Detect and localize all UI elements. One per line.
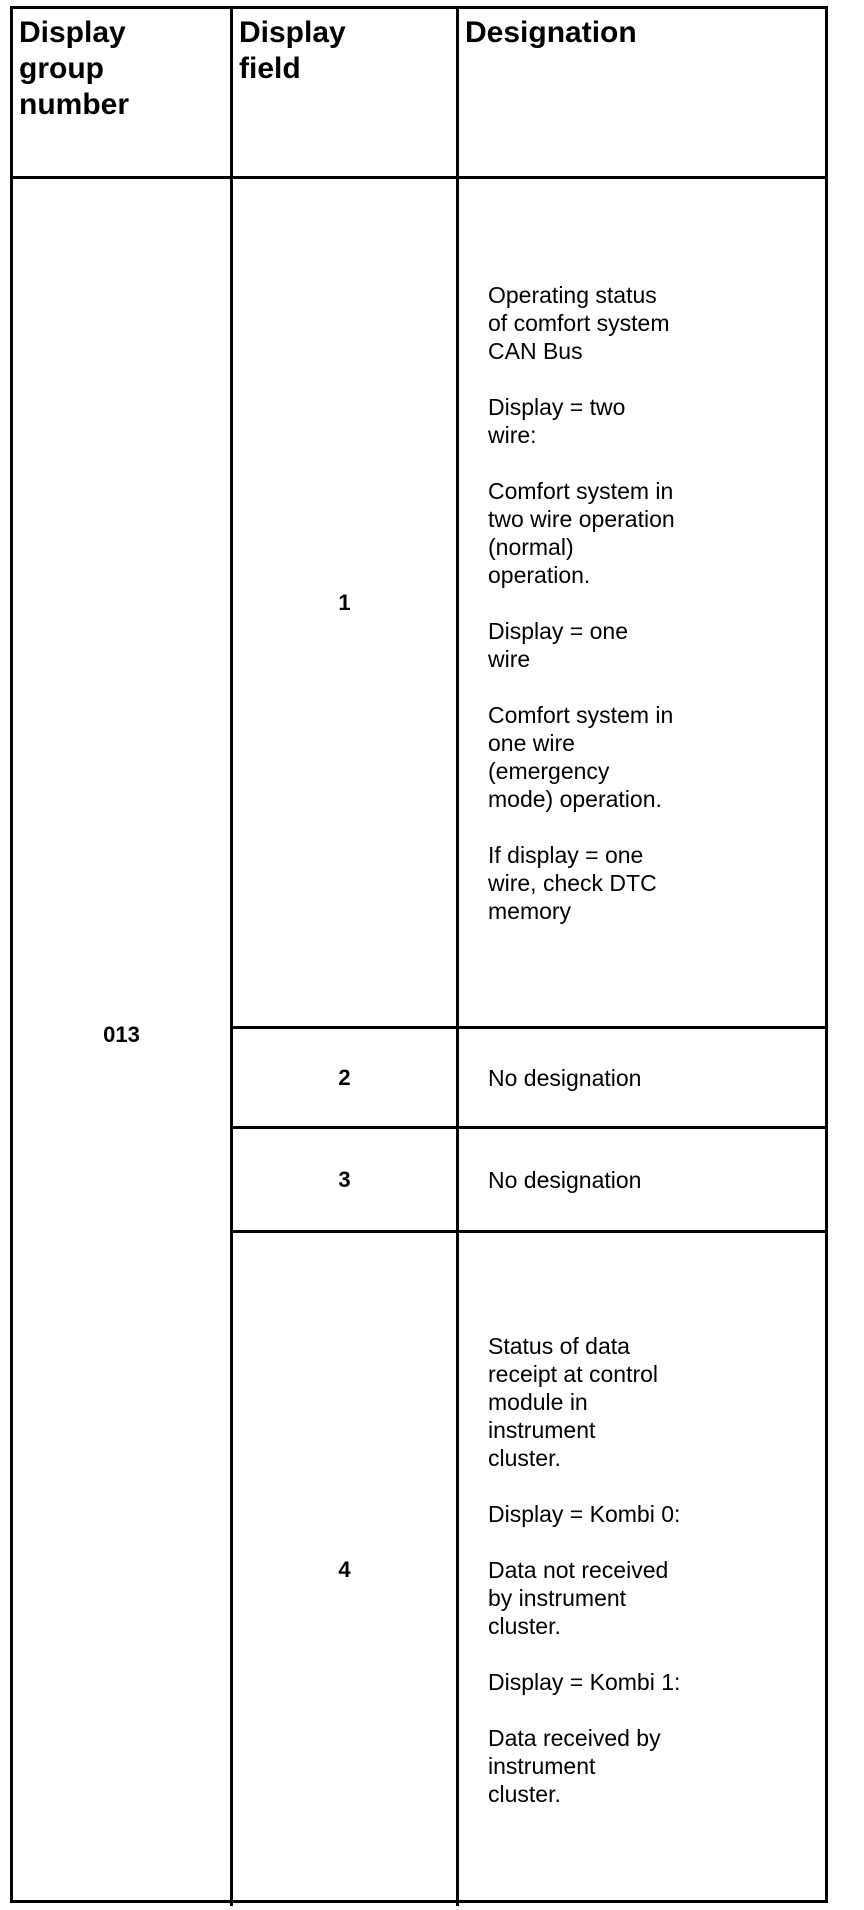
designation-cell bbox=[459, 1129, 825, 1233]
header-designation bbox=[459, 9, 825, 179]
header-line: Designation bbox=[465, 16, 637, 49]
designation-paragraph: If display = one wire, check DTC memory bbox=[488, 841, 657, 924]
designation-paragraph: Data received by instrument cluster. bbox=[488, 1724, 661, 1807]
designation-paragraph: Comfort system in one wire (emergency mode) operation. bbox=[488, 701, 674, 812]
designation-paragraph: Display = Kombi 1: bbox=[488, 1668, 681, 1695]
display-group-cell bbox=[13, 179, 233, 1906]
display-field-cell: 2 bbox=[233, 1029, 459, 1129]
display-field-cell: 3 bbox=[233, 1129, 459, 1233]
display-field-cell: 4 bbox=[233, 1233, 459, 1906]
designation-paragraph: No designation bbox=[488, 1166, 642, 1193]
designation-paragraph: Display = two wire: bbox=[488, 393, 626, 448]
designation-cell bbox=[459, 179, 825, 1029]
display-field-cell: 1 bbox=[233, 179, 459, 1029]
designation-paragraph: Status of data receipt at control module in instrument cluster. bbox=[488, 1332, 659, 1471]
header-line: Display bbox=[19, 16, 126, 49]
designation-paragraph: Display = one wire bbox=[488, 617, 628, 672]
header-display-group-number bbox=[13, 9, 233, 179]
designation-paragraph: Display = Kombi 0: bbox=[488, 1500, 681, 1527]
header-display-field bbox=[233, 9, 459, 179]
designation-cell bbox=[459, 1029, 825, 1129]
designation-paragraph: Data not received by instrument cluster. bbox=[488, 1556, 669, 1639]
display-group-table bbox=[10, 6, 828, 1903]
designation-paragraph: No designation bbox=[488, 1064, 642, 1091]
display-group-number: 013 bbox=[103, 1022, 140, 1047]
designation-cell bbox=[459, 1233, 825, 1906]
header-line: group bbox=[19, 52, 104, 85]
header-line: number bbox=[19, 88, 130, 121]
header-line: Display bbox=[239, 16, 346, 49]
designation-paragraph: Comfort system in two wire operation (normal) operation. bbox=[488, 477, 675, 588]
designation-paragraph: Operating status of comfort system CAN Bus bbox=[488, 281, 670, 364]
header-line: field bbox=[239, 52, 301, 85]
